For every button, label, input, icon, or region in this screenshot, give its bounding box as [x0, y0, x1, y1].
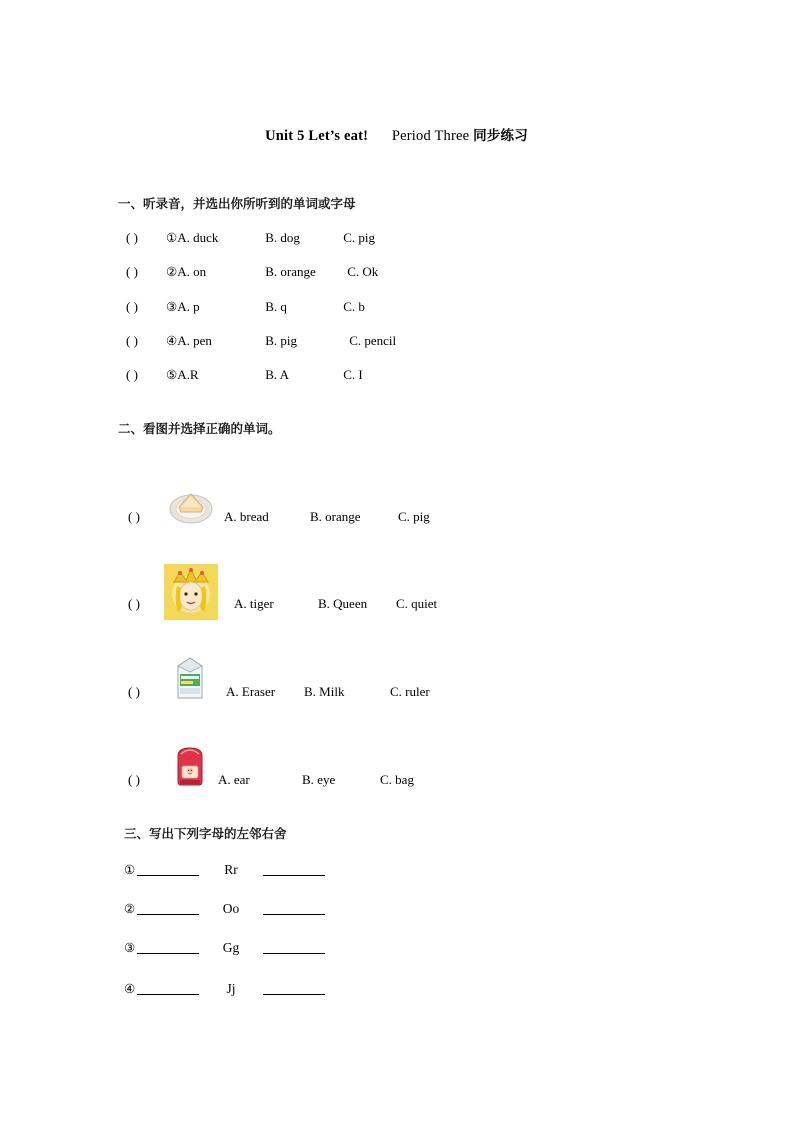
answer-blank-right[interactable]	[263, 940, 325, 954]
option-b[interactable]: B. Queen	[318, 596, 368, 611]
red-backpack-image	[168, 742, 212, 790]
milk-carton-image	[170, 652, 210, 702]
letter-prompt: Rr	[224, 862, 238, 877]
item-number: ②	[166, 265, 178, 279]
option-b[interactable]: B. eye	[302, 772, 336, 787]
letter-prompt: Oo	[222, 901, 240, 916]
list-item	[128, 570, 728, 616]
answer-blank-left[interactable]	[137, 862, 199, 876]
list-item	[128, 658, 728, 704]
section-1-heading: 一、听录音，并选出你所听到的单词或字母	[118, 196, 356, 211]
answer-blank[interactable]: ( )	[126, 230, 138, 245]
option-c[interactable]: C. pencil	[349, 333, 397, 348]
option-b[interactable]: B. orange	[310, 509, 361, 524]
option-a[interactable]: A. p	[177, 299, 200, 314]
option-c[interactable]: C. ruler	[390, 684, 430, 699]
list-item	[124, 862, 325, 878]
item-number: ⑤	[166, 368, 178, 382]
option-c[interactable]: C. pig	[398, 509, 430, 524]
list-item	[124, 901, 325, 917]
option-a[interactable]: A. Eraser	[226, 684, 276, 699]
item-number: ②	[124, 902, 136, 916]
answer-blank[interactable]: ( )	[126, 333, 138, 348]
answer-blank[interactable]: ( )	[128, 772, 140, 787]
item-number: ④	[124, 982, 136, 996]
answer-blank[interactable]: ( )	[126, 367, 138, 382]
answer-blank[interactable]: ( )	[126, 264, 138, 279]
option-c[interactable]: C. Ok	[347, 264, 379, 279]
list-item	[126, 333, 396, 349]
title-english: Unit 5 Let’s eat!	[265, 128, 369, 144]
option-c[interactable]: C. pig	[343, 230, 376, 245]
answer-blank-left[interactable]	[137, 981, 199, 995]
option-b[interactable]: B. pig	[265, 333, 298, 348]
page-title	[0, 124, 793, 145]
answer-blank[interactable]: ( )	[128, 684, 140, 699]
list-item	[128, 483, 728, 529]
option-c[interactable]: C. bag	[380, 772, 414, 787]
option-a[interactable]: A. bread	[224, 509, 269, 524]
answer-blank-left[interactable]	[137, 901, 199, 915]
item-number: ③	[124, 941, 136, 955]
option-a[interactable]: A. on	[177, 264, 207, 279]
option-b[interactable]: B. Milk	[304, 684, 345, 699]
letter-prompt: Gg	[222, 940, 240, 955]
option-a[interactable]: A. duck	[177, 230, 219, 245]
answer-blank-right[interactable]	[263, 981, 325, 995]
list-item	[126, 264, 378, 280]
list-item	[126, 230, 375, 246]
bread-slice-on-plate-image	[168, 483, 214, 527]
option-b[interactable]: B. orange	[265, 264, 316, 279]
item-number: ③	[166, 300, 178, 314]
item-number: ①	[166, 231, 178, 245]
queen-portrait-image	[164, 564, 218, 620]
answer-blank[interactable]: ( )	[128, 509, 140, 524]
list-item	[128, 746, 728, 792]
answer-blank-right[interactable]	[263, 901, 325, 915]
option-b[interactable]: B. A	[265, 367, 290, 382]
option-a[interactable]: A.R	[177, 367, 199, 382]
list-item	[124, 940, 325, 956]
list-item	[126, 299, 365, 315]
item-number: ①	[124, 863, 136, 877]
option-b[interactable]: B. dog	[265, 230, 300, 245]
section-2-heading: 二、看图并选择正确的单词。	[118, 421, 281, 436]
answer-blank[interactable]: ( )	[126, 299, 138, 314]
answer-blank-right[interactable]	[263, 862, 325, 876]
answer-blank-left[interactable]	[137, 940, 199, 954]
list-item	[126, 367, 363, 383]
title-period: Period Three	[391, 128, 470, 144]
item-number: ④	[166, 334, 178, 348]
section-3-heading: 三、写出下列字母的左邻右舍	[124, 826, 287, 841]
list-item	[124, 981, 325, 997]
option-a[interactable]: A. ear	[218, 772, 250, 787]
option-a[interactable]: A. tiger	[234, 596, 274, 611]
option-c[interactable]: C. b	[343, 299, 365, 314]
answer-blank[interactable]: ( )	[128, 596, 140, 611]
letter-prompt: Jj	[226, 981, 236, 996]
option-c[interactable]: C. I	[343, 367, 363, 382]
title-chinese: 同步练习	[473, 128, 528, 144]
option-b[interactable]: B. q	[265, 299, 287, 314]
option-a[interactable]: A. pen	[177, 333, 212, 348]
option-c[interactable]: C. quiet	[396, 596, 438, 611]
